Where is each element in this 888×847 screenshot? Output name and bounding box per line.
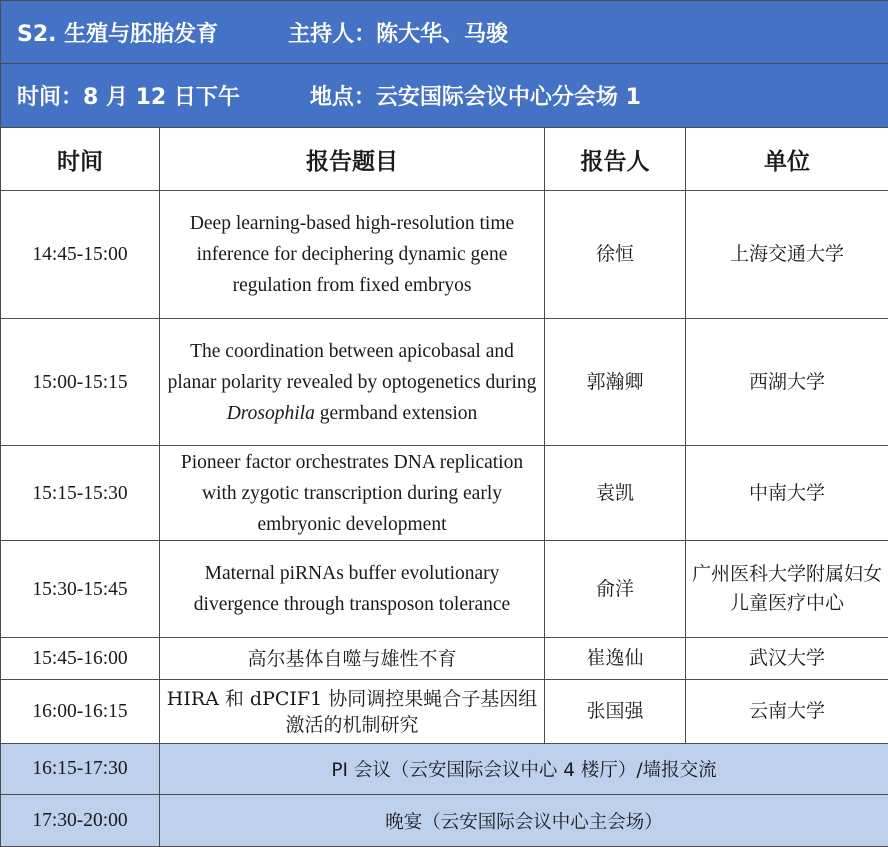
column-header-speaker: 报告人 [545,128,686,191]
talk-affiliation: 武汉大学 [686,638,888,680]
talk-title [160,319,545,446]
session-location: 地点：云安国际会议中心分会场 1 [310,85,641,110]
session-title: S2. 生殖与胚胎发育 [17,22,218,47]
talk-row [1,191,888,319]
event-time: 17:30-20:00 [1,795,160,847]
talk-row [1,680,888,744]
event-description: PI 会议（云安国际会议中心 4 楼厅）/墙报交流 [160,744,888,795]
event-time: 16:15-17:30 [1,744,160,795]
talk-time: 15:30-15:45 [1,541,160,638]
talk-speaker: 俞洋 [545,541,686,638]
talk-speaker: 徐恒 [545,191,686,319]
talk-row [1,319,888,446]
talk-title-part: The coordination between apicobasal and planar polarity revealed by optogenetics during [168,341,537,393]
session-info [1,64,888,128]
talk-row [1,638,888,680]
talk-title: HIRA 和 dPCIF1 协同调控果蝇合子基因组激活的机制研究 [160,680,545,744]
talk-affiliation: 上海交通大学 [686,191,888,319]
talk-title: Pioneer factor orchestrates DNA replication with zygotic transcription during early embryonic development [160,446,545,541]
talk-time: 15:15-15:30 [1,446,160,541]
talk-title-part: germband extension [315,403,477,424]
talk-time: 14:45-15:00 [1,191,160,319]
talk-affiliation: 中南大学 [686,446,888,541]
event-row [1,744,888,795]
talk-title-species: Drosophila [227,403,315,424]
talk-time: 16:00-16:15 [1,680,160,744]
session-hosts: 主持人：陈大华、马骏 [288,22,508,47]
talk-speaker: 崔逸仙 [545,638,686,680]
session-time: 时间：8 月 12 日下午 [17,85,240,110]
column-header-row [1,128,888,191]
column-header-title: 报告题目 [160,128,545,191]
talk-title: Maternal piRNAs buffer evolutionary divergence through transposon tolerance [160,541,545,638]
talk-affiliation: 广州医科大学附属妇女儿童医疗中心 [686,541,888,638]
talk-speaker: 张国强 [545,680,686,744]
talk-time: 15:00-15:15 [1,319,160,446]
talk-affiliation: 云南大学 [686,680,888,744]
column-header-time: 时间 [1,128,160,191]
session-header-row [1,1,888,64]
talk-row [1,446,888,541]
session-header [1,1,888,64]
column-header-affiliation: 单位 [686,128,888,191]
talk-speaker: 袁凯 [545,446,686,541]
event-description: 晚宴（云安国际会议中心主会场） [160,795,888,847]
talk-affiliation: 西湖大学 [686,319,888,446]
talk-title: Deep learning-based high-resolution time inference for deciphering dynamic gene regulation from fixed embryos [160,191,545,319]
event-row [1,795,888,847]
session-info-row [1,64,888,128]
talk-row [1,541,888,638]
talk-speaker: 郭瀚卿 [545,319,686,446]
talk-time: 15:45-16:00 [1,638,160,680]
talk-title: 高尔基体自噬与雄性不育 [160,638,545,680]
